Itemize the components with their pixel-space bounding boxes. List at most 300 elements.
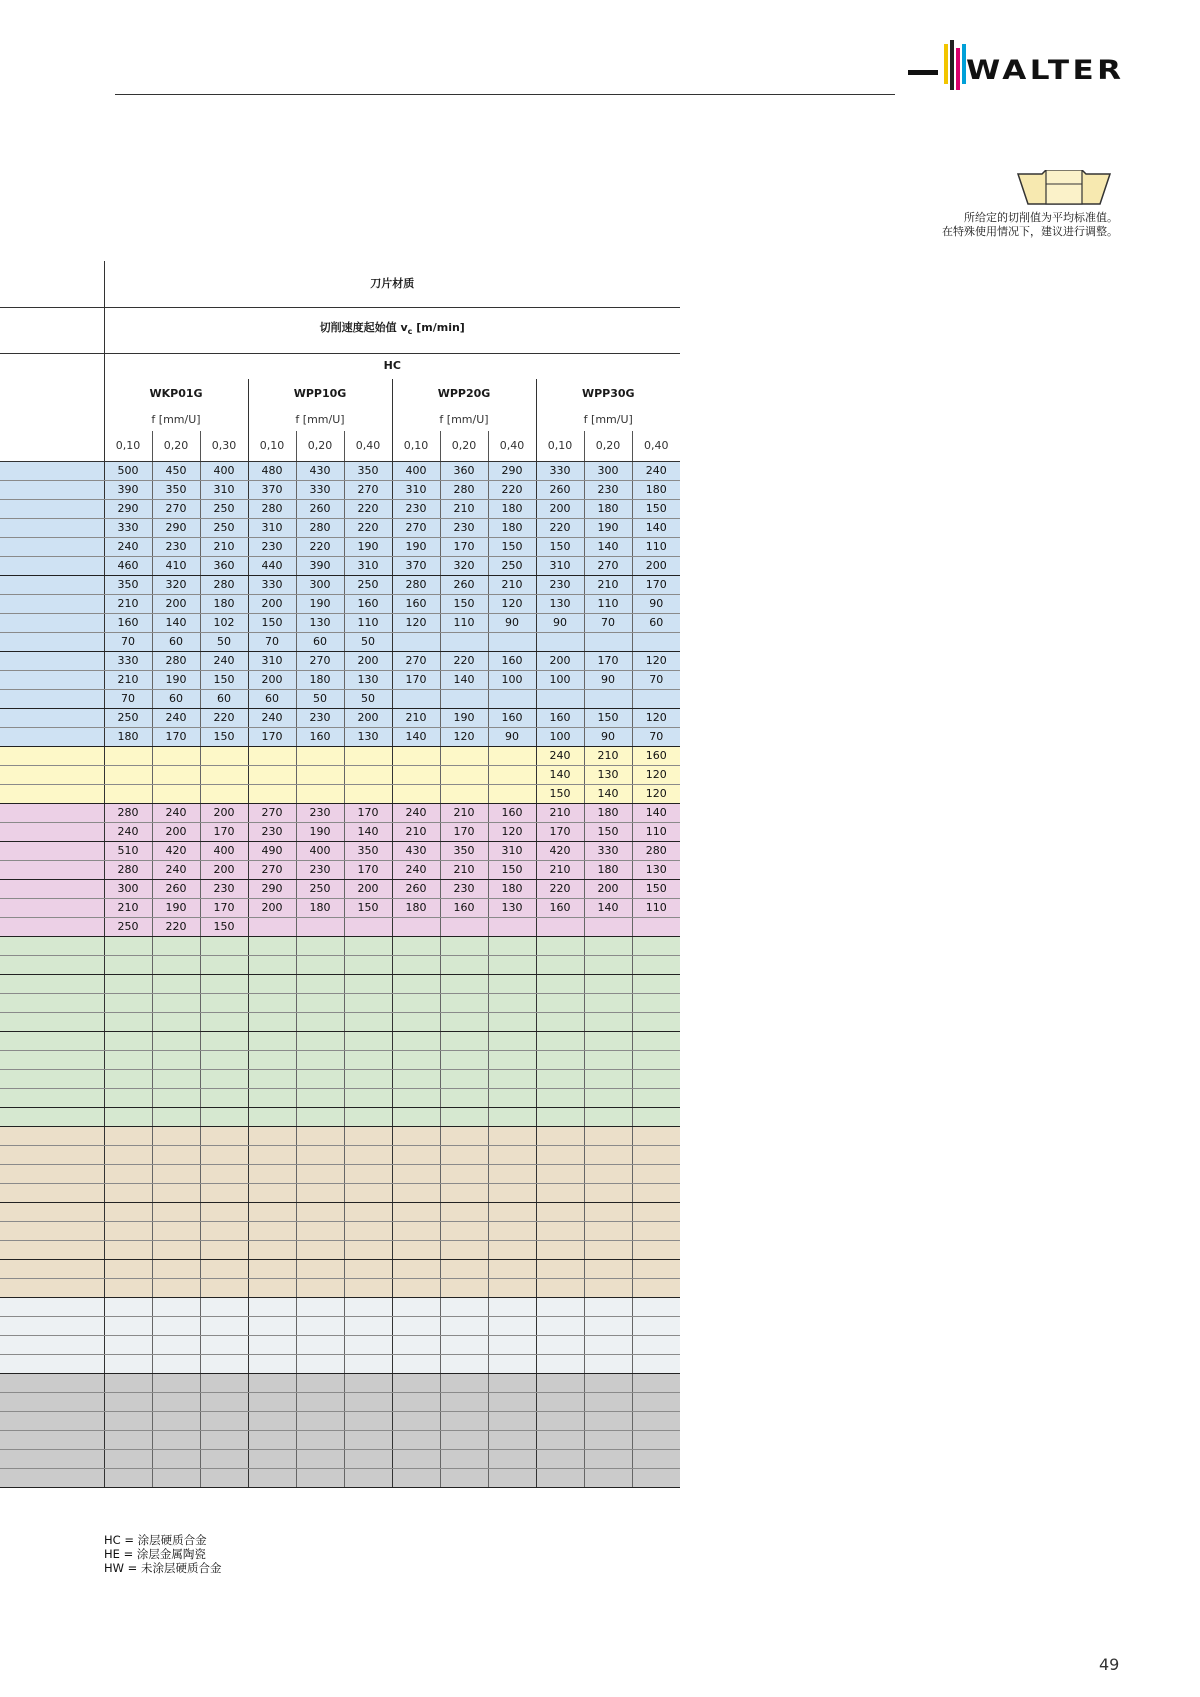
- speed-value-cell: [344, 1164, 392, 1183]
- speed-value-cell: [584, 936, 632, 955]
- speed-value-cell: 70: [584, 613, 632, 632]
- speed-value-cell: [296, 1449, 344, 1468]
- speed-value-cell: 230: [440, 879, 488, 898]
- speed-value-cell: [344, 1202, 392, 1221]
- table-row: [0, 1221, 680, 1240]
- speed-value-cell: 200: [152, 594, 200, 613]
- speed-value-cell: 230: [248, 537, 296, 556]
- table-row: [0, 1373, 680, 1392]
- speed-value-cell: 170: [344, 860, 392, 879]
- table-row: [0, 1202, 680, 1221]
- speed-value-cell: [248, 917, 296, 936]
- speed-value-cell: 150: [200, 917, 248, 936]
- speed-value-cell: [248, 1126, 296, 1145]
- speed-value-cell: [296, 765, 344, 784]
- speed-value-cell: 170: [152, 727, 200, 746]
- table-row: [0, 1430, 680, 1449]
- speed-value-cell: 190: [152, 898, 200, 917]
- speed-value-cell: 70: [104, 689, 152, 708]
- speed-value-cell: [200, 1126, 248, 1145]
- speed-value-cell: [392, 1259, 440, 1278]
- speed-value-cell: [536, 1297, 584, 1316]
- speed-value-cell: [536, 1012, 584, 1031]
- speed-value-cell: [104, 1430, 152, 1449]
- speed-value-cell: [296, 1297, 344, 1316]
- material-group-cell: [0, 1335, 104, 1354]
- speed-value-cell: [248, 1221, 296, 1240]
- speed-value-cell: 270: [152, 499, 200, 518]
- speed-value-cell: [200, 1259, 248, 1278]
- feed-value: 0,10: [248, 431, 296, 461]
- speed-value-cell: 110: [584, 594, 632, 613]
- speed-value-cell: [248, 1392, 296, 1411]
- speed-value-cell: [344, 936, 392, 955]
- speed-value-cell: 400: [200, 461, 248, 480]
- speed-value-cell: 130: [584, 765, 632, 784]
- speed-value-cell: 220: [344, 499, 392, 518]
- speed-value-cell: 190: [584, 518, 632, 537]
- speed-value-cell: [440, 974, 488, 993]
- speed-value-cell: [536, 1335, 584, 1354]
- speed-value-cell: [248, 1411, 296, 1430]
- speed-value-cell: [296, 784, 344, 803]
- speed-value-cell: [632, 1468, 680, 1487]
- speed-value-cell: [584, 1297, 632, 1316]
- speed-value-cell: 50: [200, 632, 248, 651]
- material-group-cell: [0, 1145, 104, 1164]
- material-group-cell: [0, 955, 104, 974]
- material-group-cell: [0, 860, 104, 879]
- speed-value-cell: 170: [392, 670, 440, 689]
- speed-value-cell: [248, 936, 296, 955]
- speed-value-cell: [488, 1297, 536, 1316]
- speed-value-cell: 290: [248, 879, 296, 898]
- speed-value-cell: [440, 1183, 488, 1202]
- speed-value-cell: 240: [104, 822, 152, 841]
- speed-value-cell: 50: [344, 689, 392, 708]
- speed-value-cell: [344, 993, 392, 1012]
- walter-logo: [908, 40, 1123, 96]
- material-group-cell: [0, 1259, 104, 1278]
- speed-value-cell: 160: [296, 727, 344, 746]
- speed-value-cell: 260: [392, 879, 440, 898]
- speed-value-cell: 130: [536, 594, 584, 613]
- speed-value-cell: [104, 1145, 152, 1164]
- speed-value-cell: 160: [488, 708, 536, 727]
- page-number: 49: [1099, 1655, 1120, 1674]
- speed-value-cell: [344, 1031, 392, 1050]
- speed-value-cell: [152, 955, 200, 974]
- speed-value-cell: 150: [488, 537, 536, 556]
- speed-value-cell: 190: [152, 670, 200, 689]
- material-group-cell: [0, 917, 104, 936]
- header-row-feed-values: [0, 431, 680, 461]
- speed-value-cell: 160: [440, 898, 488, 917]
- speed-value-cell: [632, 1012, 680, 1031]
- speed-value-cell: 210: [584, 575, 632, 594]
- speed-value-cell: 130: [344, 727, 392, 746]
- speed-value-cell: 140: [392, 727, 440, 746]
- speed-value-cell: [248, 784, 296, 803]
- speed-value-cell: 70: [104, 632, 152, 651]
- speed-value-cell: [152, 974, 200, 993]
- speed-value-cell: 90: [488, 613, 536, 632]
- speed-value-cell: [296, 1088, 344, 1107]
- speed-value-cell: [296, 1164, 344, 1183]
- speed-value-cell: [152, 1240, 200, 1259]
- speed-value-cell: 200: [248, 898, 296, 917]
- speed-value-cell: 140: [152, 613, 200, 632]
- speed-value-cell: [344, 974, 392, 993]
- logo-wordmark: WALTER: [966, 55, 1125, 86]
- table-row: [0, 936, 680, 955]
- speed-value-cell: 120: [632, 765, 680, 784]
- speed-value-cell: 210: [392, 708, 440, 727]
- speed-value-cell: [632, 1392, 680, 1411]
- speed-value-cell: [104, 1107, 152, 1126]
- table-row: [0, 822, 680, 841]
- speed-value-cell: [584, 1183, 632, 1202]
- speed-value-cell: 120: [488, 594, 536, 613]
- speed-value-cell: [632, 1107, 680, 1126]
- grade-name: WPP30G: [536, 379, 680, 409]
- speed-value-cell: [200, 784, 248, 803]
- speed-value-cell: 270: [248, 803, 296, 822]
- speed-value-cell: [488, 1050, 536, 1069]
- feed-value: 0,20: [584, 431, 632, 461]
- speed-value-cell: [536, 1202, 584, 1221]
- speed-value-cell: [440, 1164, 488, 1183]
- speed-value-cell: 210: [104, 898, 152, 917]
- speed-value-cell: 200: [200, 860, 248, 879]
- speed-value-cell: [248, 1183, 296, 1202]
- speed-value-cell: [344, 746, 392, 765]
- material-group-cell: [0, 993, 104, 1012]
- material-group-cell: [0, 841, 104, 860]
- speed-value-cell: 220: [344, 518, 392, 537]
- header-row-grades: [0, 379, 680, 409]
- speed-value-cell: [152, 993, 200, 1012]
- speed-value-cell: [104, 993, 152, 1012]
- speed-value-cell: [536, 1183, 584, 1202]
- speed-value-cell: [440, 993, 488, 1012]
- speed-value-cell: 110: [632, 898, 680, 917]
- speed-value-cell: 120: [488, 822, 536, 841]
- speed-value-cell: [632, 1278, 680, 1297]
- speed-value-cell: [104, 1468, 152, 1487]
- speed-value-cell: [104, 784, 152, 803]
- header-stub: [0, 409, 104, 431]
- table-row: [0, 1031, 680, 1050]
- speed-value-cell: [536, 1430, 584, 1449]
- material-group-cell: [0, 670, 104, 689]
- speed-value-cell: [152, 1449, 200, 1468]
- speed-value-cell: 250: [104, 708, 152, 727]
- speed-value-cell: 170: [440, 822, 488, 841]
- table-row: [0, 1050, 680, 1069]
- speed-value-cell: [248, 1164, 296, 1183]
- speed-value-cell: [200, 1050, 248, 1069]
- material-group-cell: [0, 1107, 104, 1126]
- speed-value-cell: [488, 1411, 536, 1430]
- speed-value-cell: 350: [152, 480, 200, 499]
- speed-value-cell: 220: [536, 879, 584, 898]
- speed-value-cell: 230: [200, 879, 248, 898]
- legend-item: HE = 涂层金属陶瓷: [104, 1547, 206, 1561]
- speed-value-cell: [632, 917, 680, 936]
- speed-value-cell: 320: [440, 556, 488, 575]
- speed-value-cell: 180: [488, 518, 536, 537]
- speed-value-cell: [344, 1297, 392, 1316]
- speed-value-cell: [584, 1430, 632, 1449]
- speed-value-cell: [296, 1145, 344, 1164]
- speed-value-cell: [248, 1468, 296, 1487]
- speed-value-cell: [392, 1430, 440, 1449]
- legend-item: HW = 未涂层硬质合金: [104, 1561, 222, 1575]
- speed-value-cell: [584, 1335, 632, 1354]
- speed-value-cell: [584, 1278, 632, 1297]
- speed-value-cell: [248, 993, 296, 1012]
- speed-value-cell: [584, 974, 632, 993]
- speed-value-cell: 250: [200, 499, 248, 518]
- speed-value-cell: 210: [488, 575, 536, 594]
- material-group-cell: [0, 1069, 104, 1088]
- speed-value-cell: [392, 936, 440, 955]
- speed-value-cell: 280: [104, 860, 152, 879]
- speed-value-cell: 160: [344, 594, 392, 613]
- speed-value-cell: [536, 1164, 584, 1183]
- speed-value-cell: 60: [200, 689, 248, 708]
- speed-value-cell: [104, 1411, 152, 1430]
- speed-value-cell: [632, 1259, 680, 1278]
- table-row: [0, 841, 680, 860]
- speed-value-cell: [344, 1183, 392, 1202]
- feed-value: 0,40: [344, 431, 392, 461]
- speed-value-cell: [296, 1373, 344, 1392]
- speed-value-cell: [104, 955, 152, 974]
- speed-value-cell: [344, 1012, 392, 1031]
- speed-value-cell: [536, 1278, 584, 1297]
- material-group-cell: [0, 936, 104, 955]
- speed-value-cell: 310: [488, 841, 536, 860]
- speed-value-cell: [440, 746, 488, 765]
- header-rule: [115, 94, 895, 95]
- insert-material-label: 刀片材质: [104, 261, 680, 307]
- speed-value-cell: 160: [488, 651, 536, 670]
- speed-value-cell: [584, 689, 632, 708]
- speed-value-cell: [248, 1145, 296, 1164]
- grade-name: WPP10G: [248, 379, 392, 409]
- speed-value-cell: [440, 1088, 488, 1107]
- speed-value-cell: 220: [296, 537, 344, 556]
- speed-value-cell: 350: [344, 841, 392, 860]
- feed-value: 0,40: [632, 431, 680, 461]
- speed-value-cell: [584, 1012, 632, 1031]
- speed-value-cell: [584, 1069, 632, 1088]
- speed-value-cell: [200, 1031, 248, 1050]
- speed-value-cell: 330: [296, 480, 344, 499]
- speed-value-cell: [632, 1031, 680, 1050]
- speed-value-cell: 180: [200, 594, 248, 613]
- speed-value-cell: [632, 1126, 680, 1145]
- speed-value-cell: [152, 784, 200, 803]
- speed-value-cell: [632, 1145, 680, 1164]
- speed-value-cell: 260: [152, 879, 200, 898]
- speed-value-cell: 160: [392, 594, 440, 613]
- material-group-cell: [0, 1031, 104, 1050]
- speed-value-cell: [488, 1354, 536, 1373]
- logo-stripe-black: [950, 40, 954, 90]
- table-row: [0, 575, 680, 594]
- cutting-speed-text: 切削速度起始值 v: [319, 320, 408, 334]
- speed-value-cell: [248, 1335, 296, 1354]
- speed-value-cell: 50: [296, 689, 344, 708]
- speed-value-cell: 170: [632, 575, 680, 594]
- material-group-cell: [0, 1430, 104, 1449]
- speed-value-cell: [584, 955, 632, 974]
- speed-value-cell: [488, 1031, 536, 1050]
- speed-value-cell: 60: [248, 689, 296, 708]
- speed-value-cell: [632, 1449, 680, 1468]
- speed-value-cell: [536, 1145, 584, 1164]
- speed-value-cell: 150: [488, 860, 536, 879]
- speed-value-cell: 480: [248, 461, 296, 480]
- speed-value-cell: [488, 1392, 536, 1411]
- speed-value-cell: [248, 1050, 296, 1069]
- speed-value-cell: [152, 1221, 200, 1240]
- speed-value-cell: [536, 993, 584, 1012]
- speed-value-cell: [104, 746, 152, 765]
- speed-value-cell: [440, 1430, 488, 1449]
- speed-value-cell: 490: [248, 841, 296, 860]
- speed-value-cell: [248, 1297, 296, 1316]
- table-row: [0, 1183, 680, 1202]
- speed-value-cell: 350: [344, 461, 392, 480]
- speed-value-cell: [488, 1107, 536, 1126]
- speed-value-cell: [200, 1164, 248, 1183]
- feed-value: 0,30: [200, 431, 248, 461]
- speed-value-cell: 330: [536, 461, 584, 480]
- speed-value-cell: [632, 1316, 680, 1335]
- speed-value-cell: 200: [344, 651, 392, 670]
- speed-value-cell: [488, 689, 536, 708]
- speed-value-cell: 280: [104, 803, 152, 822]
- speed-value-cell: [632, 1202, 680, 1221]
- speed-value-cell: [296, 1468, 344, 1487]
- table-row: [0, 499, 680, 518]
- speed-value-cell: 60: [152, 689, 200, 708]
- speed-value-cell: [248, 1069, 296, 1088]
- speed-value-cell: [632, 1354, 680, 1373]
- speed-value-cell: [392, 1392, 440, 1411]
- speed-value-cell: [584, 1031, 632, 1050]
- material-group-cell: [0, 461, 104, 480]
- speed-value-cell: 200: [344, 708, 392, 727]
- speed-value-cell: [584, 1259, 632, 1278]
- speed-value-cell: 120: [632, 708, 680, 727]
- speed-value-cell: 460: [104, 556, 152, 575]
- material-group-cell: [0, 822, 104, 841]
- material-group-cell: [0, 1202, 104, 1221]
- speed-value-cell: [296, 993, 344, 1012]
- speed-value-cell: [104, 1240, 152, 1259]
- speed-value-cell: [536, 1050, 584, 1069]
- speed-value-cell: 280: [392, 575, 440, 594]
- speed-value-cell: [632, 993, 680, 1012]
- speed-value-cell: [344, 1449, 392, 1468]
- speed-value-cell: 180: [488, 879, 536, 898]
- speed-value-cell: [632, 974, 680, 993]
- speed-value-cell: 360: [200, 556, 248, 575]
- speed-value-cell: 270: [296, 651, 344, 670]
- speed-value-cell: [584, 1392, 632, 1411]
- material-group-cell: [0, 632, 104, 651]
- table-row: [0, 689, 680, 708]
- speed-value-cell: [296, 1050, 344, 1069]
- speed-value-cell: [536, 1088, 584, 1107]
- speed-value-cell: [584, 1050, 632, 1069]
- speed-value-cell: [632, 1411, 680, 1430]
- speed-value-cell: 400: [200, 841, 248, 860]
- speed-value-cell: [392, 765, 440, 784]
- table-row: [0, 784, 680, 803]
- speed-value-cell: [632, 1050, 680, 1069]
- speed-value-cell: [248, 1240, 296, 1259]
- speed-value-cell: [296, 1126, 344, 1145]
- table-row: [0, 1392, 680, 1411]
- speed-value-cell: [344, 1107, 392, 1126]
- header-stub: [0, 379, 104, 409]
- speed-value-cell: [200, 1297, 248, 1316]
- speed-value-cell: [632, 936, 680, 955]
- speed-value-cell: 280: [152, 651, 200, 670]
- speed-value-cell: 420: [536, 841, 584, 860]
- speed-value-cell: [488, 1069, 536, 1088]
- cutting-value-note: [942, 211, 1118, 239]
- table-row: [0, 613, 680, 632]
- speed-value-cell: 210: [440, 803, 488, 822]
- speed-value-cell: [152, 1145, 200, 1164]
- header-row-feed-label: [0, 409, 680, 431]
- speed-value-cell: 270: [392, 651, 440, 670]
- speed-value-cell: 140: [440, 670, 488, 689]
- speed-value-cell: [488, 1316, 536, 1335]
- speed-value-cell: 180: [296, 898, 344, 917]
- speed-value-cell: [488, 765, 536, 784]
- cutting-speed-label: [104, 307, 680, 353]
- note-line-1: 所给定的切削值为平均标准值。: [964, 211, 1118, 224]
- table-row: [0, 727, 680, 746]
- speed-value-cell: [536, 1259, 584, 1278]
- speed-value-cell: 170: [248, 727, 296, 746]
- table-row: [0, 898, 680, 917]
- speed-value-cell: [296, 1354, 344, 1373]
- material-group-cell: [0, 1221, 104, 1240]
- speed-value-cell: [152, 1430, 200, 1449]
- speed-value-cell: 170: [536, 822, 584, 841]
- table-row: [0, 480, 680, 499]
- speed-value-cell: 230: [392, 499, 440, 518]
- table-row: [0, 765, 680, 784]
- speed-value-cell: [344, 1411, 392, 1430]
- speed-value-cell: 170: [584, 651, 632, 670]
- speed-value-cell: [392, 1411, 440, 1430]
- speed-value-cell: 420: [152, 841, 200, 860]
- speed-value-cell: 150: [632, 499, 680, 518]
- speed-value-cell: [152, 1297, 200, 1316]
- speed-value-cell: [632, 1183, 680, 1202]
- speed-value-cell: [104, 1297, 152, 1316]
